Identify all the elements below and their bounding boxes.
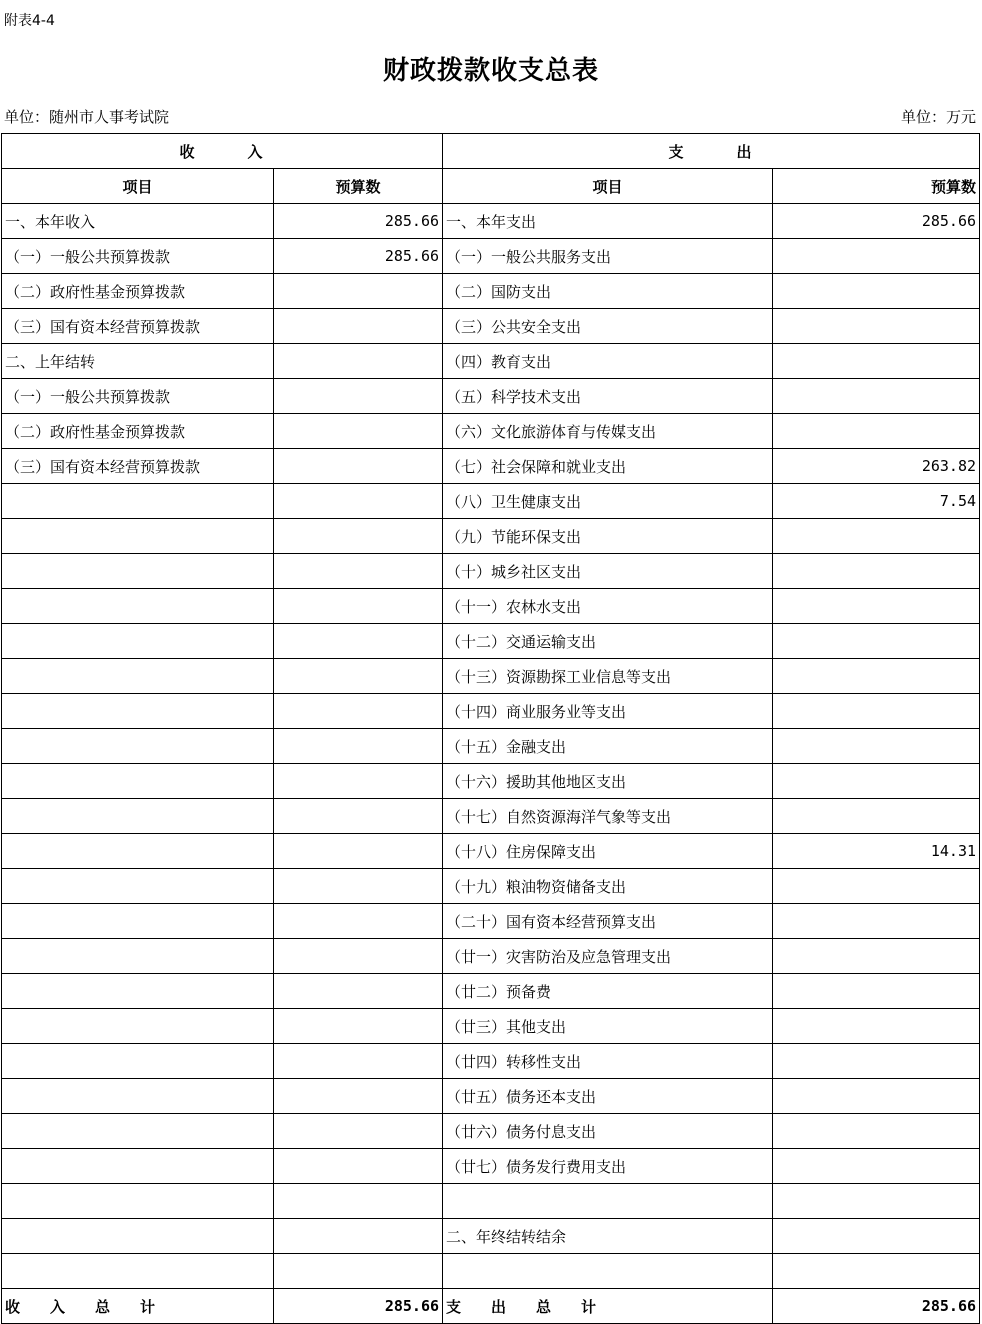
expense-budget-header: 预算数 [773, 169, 980, 204]
expense-item-cell: 一、本年支出 [443, 204, 773, 239]
income-budget-cell [274, 1079, 443, 1114]
expense-item-cell: （七）社会保障和就业支出 [443, 449, 773, 484]
expense-item-cell: （十六）援助其他地区支出 [443, 764, 773, 799]
attachment-label: 附表4-4 [4, 13, 55, 29]
income-budget-cell [274, 799, 443, 834]
table-row [2, 554, 980, 589]
expense-item-cell: （十四）商业服务业等支出 [443, 694, 773, 729]
expense-budget-cell [773, 554, 980, 589]
expense-item-cell: （廿五）债务还本支出 [443, 1079, 773, 1114]
expense-budget-cell [773, 379, 980, 414]
income-budget-cell [274, 939, 443, 974]
income-group-header: 收 入 [2, 134, 443, 169]
income-budget-cell [274, 484, 443, 519]
expense-budget-cell [773, 519, 980, 554]
table-row [2, 1079, 980, 1114]
expense-item-cell: （五）科学技术支出 [443, 379, 773, 414]
income-budget-cell [274, 1009, 443, 1044]
table-row [2, 799, 980, 834]
income-budget-cell [274, 1219, 443, 1254]
expense-item-cell: （四）教育支出 [443, 344, 773, 379]
expense-budget-cell [773, 414, 980, 449]
expense-budget-cell: 14.31 [773, 834, 980, 869]
table-row [2, 904, 980, 939]
table-row [2, 519, 980, 554]
expense-budget-cell [773, 694, 980, 729]
expense-budget-cell [773, 904, 980, 939]
expense-budget-cell [773, 974, 980, 1009]
expense-budget-cell [773, 1044, 980, 1079]
income-item-cell [2, 589, 274, 624]
income-budget-cell [274, 1044, 443, 1079]
income-budget-cell [274, 869, 443, 904]
income-item-cell: 一、本年收入 [2, 204, 274, 239]
table-row [2, 239, 980, 274]
expense-item-cell: （二十）国有资本经营预算支出 [443, 904, 773, 939]
income-budget-header: 预算数 [274, 169, 443, 204]
income-budget-cell [274, 624, 443, 659]
income-item-cell [2, 554, 274, 589]
table-row [2, 834, 980, 869]
income-budget-cell [274, 659, 443, 694]
income-budget-cell [274, 449, 443, 484]
income-budget-cell: 285.66 [274, 239, 443, 274]
table-row [2, 1149, 980, 1184]
income-item-cell: （一）一般公共预算拨款 [2, 239, 274, 274]
expense-budget-cell: 7.54 [773, 484, 980, 519]
page-title: 财政拨款收支总表 [382, 56, 599, 86]
income-budget-cell [274, 589, 443, 624]
table-row [2, 869, 980, 904]
table-row [2, 589, 980, 624]
table-row [2, 1044, 980, 1079]
table-row [2, 1114, 980, 1149]
income-item-cell [2, 869, 274, 904]
income-item-cell [2, 519, 274, 554]
income-item-cell [2, 1149, 274, 1184]
expense-item-cell: （一）一般公共服务支出 [443, 239, 773, 274]
income-item-cell: （三）国有资本经营预算拨款 [2, 309, 274, 344]
expense-item-cell: （三）公共安全支出 [443, 309, 773, 344]
table-row [2, 624, 980, 659]
income-budget-cell [274, 309, 443, 344]
table-row [2, 449, 980, 484]
unit-organization: 单位：随州市人事考试院 [4, 108, 170, 126]
expense-item-cell: （廿一）灾害防治及应急管理支出 [443, 939, 773, 974]
income-item-cell [2, 694, 274, 729]
income-item-cell [2, 1219, 274, 1254]
table-row [2, 1219, 980, 1254]
income-budget-cell [274, 1149, 443, 1184]
expense-item-cell: （十）城乡社区支出 [443, 554, 773, 589]
income-item-cell [2, 904, 274, 939]
income-item-cell [2, 1009, 274, 1044]
expense-budget-cell [773, 939, 980, 974]
expense-item-cell [443, 1184, 773, 1219]
income-budget-cell [274, 379, 443, 414]
expense-item-cell: （十一）农林水支出 [443, 589, 773, 624]
income-budget-cell [274, 519, 443, 554]
expense-item-cell: 二、年终结转结余 [443, 1219, 773, 1254]
income-item-cell [2, 729, 274, 764]
expense-budget-cell [773, 274, 980, 309]
table-row [2, 694, 980, 729]
expense-total-value: 285.66 [773, 1289, 980, 1324]
expense-item-cell: （廿四）转移性支出 [443, 1044, 773, 1079]
income-item-cell: （三）国有资本经营预算拨款 [2, 449, 274, 484]
table-row [2, 1184, 980, 1219]
table-row [2, 1254, 980, 1289]
expense-budget-cell [773, 764, 980, 799]
unit-currency: 单位：万元 [900, 108, 976, 126]
income-budget-cell [274, 414, 443, 449]
income-item-cell [2, 1114, 274, 1149]
income-item-cell [2, 834, 274, 869]
expense-item-cell [443, 1254, 773, 1289]
income-item-cell [2, 484, 274, 519]
expense-item-header: 项目 [443, 169, 773, 204]
table-row [2, 974, 980, 1009]
income-item-cell [2, 1254, 274, 1289]
column-header-row [2, 169, 980, 204]
income-budget-cell [274, 904, 443, 939]
income-item-cell [2, 1079, 274, 1114]
expense-budget-cell [773, 309, 980, 344]
totals-row [2, 1289, 980, 1324]
income-item-cell [2, 659, 274, 694]
income-item-cell: （二）政府性基金预算拨款 [2, 274, 274, 309]
table-row [2, 484, 980, 519]
expense-budget-cell [773, 1114, 980, 1149]
income-budget-cell [274, 1254, 443, 1289]
expense-group-header: 支 出 [443, 134, 980, 169]
income-budget-cell [274, 554, 443, 589]
expense-total-label: 支 出 总 计 [443, 1289, 773, 1324]
expense-item-cell: （廿二）预备费 [443, 974, 773, 1009]
expense-budget-cell [773, 239, 980, 274]
income-budget-cell [274, 764, 443, 799]
expense-item-cell: （廿三）其他支出 [443, 1009, 773, 1044]
table-row [2, 659, 980, 694]
expense-budget-cell [773, 799, 980, 834]
income-item-header: 项目 [2, 169, 274, 204]
income-item-cell [2, 799, 274, 834]
income-budget-cell [274, 344, 443, 379]
table-row [2, 729, 980, 764]
table-row [2, 309, 980, 344]
expense-item-cell: （十三）资源勘探工业信息等支出 [443, 659, 773, 694]
expense-budget-cell [773, 1149, 980, 1184]
expense-item-cell: （十九）粮油物资储备支出 [443, 869, 773, 904]
expense-budget-cell [773, 729, 980, 764]
expense-item-cell: （廿六）债务付息支出 [443, 1114, 773, 1149]
income-item-cell [2, 974, 274, 1009]
income-budget-cell [274, 974, 443, 1009]
income-total-label: 收 入 总 计 [2, 1289, 274, 1324]
income-item-cell [2, 1184, 274, 1219]
table-row [2, 379, 980, 414]
expense-budget-cell [773, 1219, 980, 1254]
expense-item-cell: （二）国防支出 [443, 274, 773, 309]
income-total-value: 285.66 [274, 1289, 443, 1324]
fiscal-appropriation-table [1, 133, 980, 1324]
income-budget-cell [274, 694, 443, 729]
table-row [2, 764, 980, 799]
expense-budget-cell [773, 624, 980, 659]
expense-item-cell: （十七）自然资源海洋气象等支出 [443, 799, 773, 834]
table-row [2, 414, 980, 449]
income-budget-cell [274, 729, 443, 764]
expense-budget-cell [773, 1079, 980, 1114]
income-item-cell [2, 939, 274, 974]
expense-budget-cell [773, 1009, 980, 1044]
income-budget-cell [274, 1184, 443, 1219]
table-row [2, 344, 980, 379]
expense-item-cell: （九）节能环保支出 [443, 519, 773, 554]
expense-budget-cell: 285.66 [773, 204, 980, 239]
income-budget-cell: 285.66 [274, 204, 443, 239]
income-item-cell: （一）一般公共预算拨款 [2, 379, 274, 414]
expense-budget-cell [773, 344, 980, 379]
income-budget-cell [274, 274, 443, 309]
expense-budget-cell [773, 1184, 980, 1219]
income-item-cell [2, 1044, 274, 1079]
income-item-cell [2, 764, 274, 799]
table-row [2, 274, 980, 309]
income-item-cell: （二）政府性基金预算拨款 [2, 414, 274, 449]
expense-item-cell: （六）文化旅游体育与传媒支出 [443, 414, 773, 449]
expense-item-cell: （十五）金融支出 [443, 729, 773, 764]
expense-budget-cell [773, 1254, 980, 1289]
expense-budget-cell: 263.82 [773, 449, 980, 484]
expense-budget-cell [773, 659, 980, 694]
income-item-cell: 二、上年结转 [2, 344, 274, 379]
expense-item-cell: （廿七）债务发行费用支出 [443, 1149, 773, 1184]
expense-item-cell: （十八）住房保障支出 [443, 834, 773, 869]
table-row [2, 939, 980, 974]
table-body [2, 134, 980, 1324]
expense-budget-cell [773, 589, 980, 624]
income-budget-cell [274, 1114, 443, 1149]
income-budget-cell [274, 834, 443, 869]
expense-budget-cell [773, 869, 980, 904]
expense-item-cell: （十二）交通运输支出 [443, 624, 773, 659]
table-row [2, 1009, 980, 1044]
expense-item-cell: （八）卫生健康支出 [443, 484, 773, 519]
income-item-cell [2, 624, 274, 659]
group-header-row [2, 134, 980, 169]
table-row [2, 204, 980, 239]
